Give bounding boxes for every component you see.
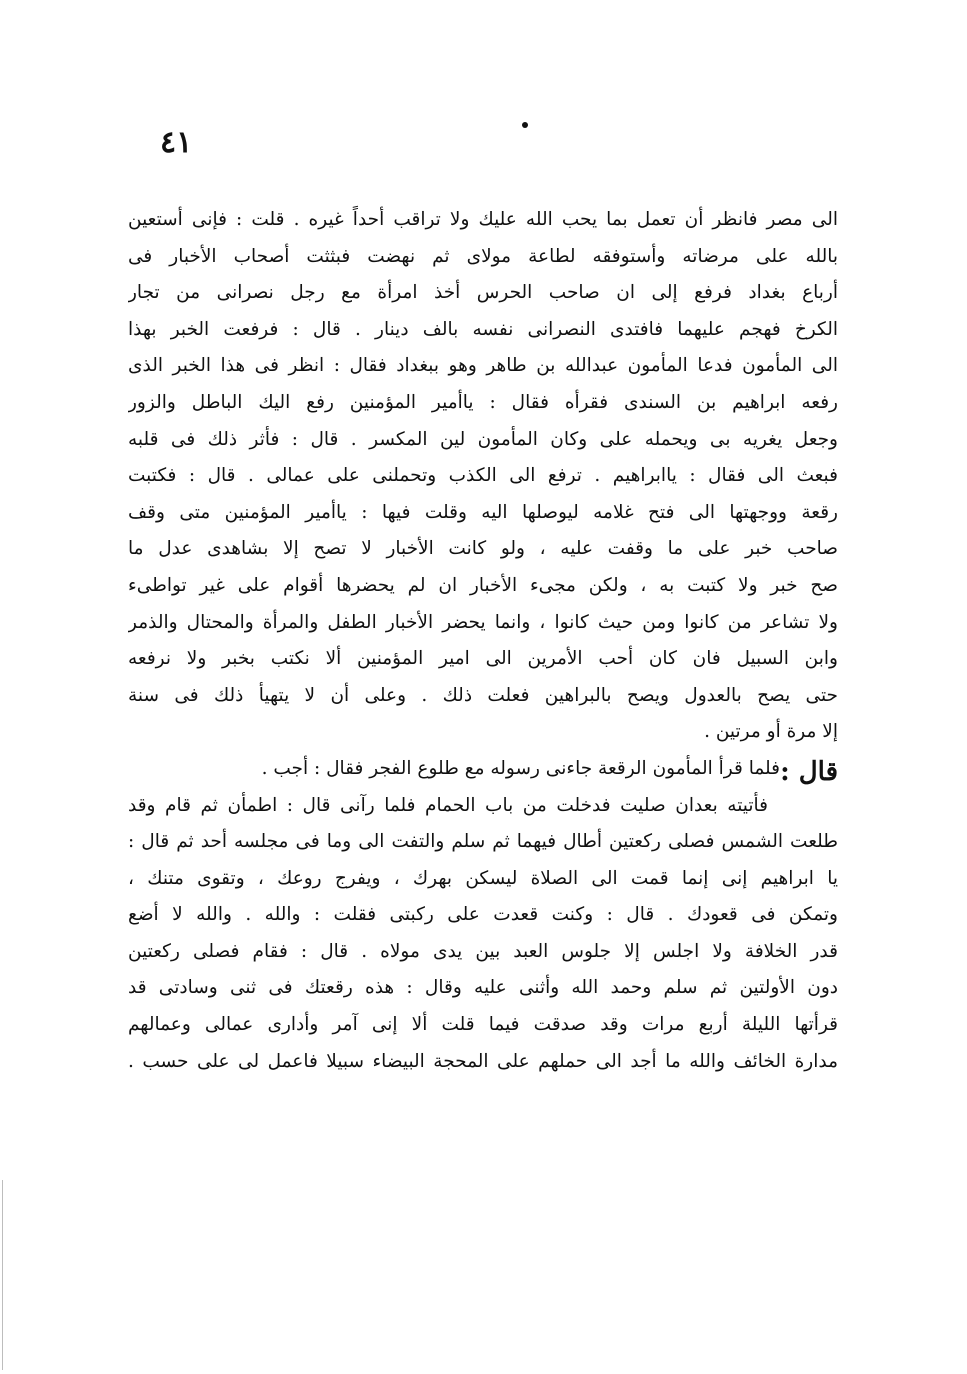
- text-line: رفعه ابراهيم بن السندى فقرأه فقال : ياأمير المؤمنين رفع اليك الباطل والزور: [128, 391, 838, 413]
- text-line: الكرخ فهجم عليهما فافتدى النصرانى نفسه بالف دينار . قال : فرفعت الخبر بهذا: [128, 318, 838, 340]
- text-line: رقعة ووجهتها الى فتح غلامه ليوصلها اليه وقلت فيها : ياأمير المؤمنين متى وقف: [128, 501, 838, 523]
- text-line: دون الأولتين ثم سلم وحمد الله وأثنى عليه وقال : هذه رقعتك فى ثنى وسادتى قد: [128, 977, 838, 999]
- text-line: الى مصر فانظر أن تعمل بما يحب الله عليك ولا تراقب أحداً غيره . قلت : فإنى أستعين: [128, 209, 838, 230]
- qal-label: قال :: [780, 756, 838, 787]
- text-line: إلا مرة أو مرتين .: [704, 721, 838, 743]
- ornament-dot: [522, 122, 528, 128]
- text-line: صاحب خبر على ما وقفت عليه ، ولو كانت الأخبار لا تصح إلا بشاهدى عدل ما: [128, 538, 838, 560]
- text-line: قرأتها الليلة أربع مرات وقد صدقت فيما قلت ألا إنى آمر وأدارى عمالى وعمالهم: [128, 1014, 838, 1036]
- text-line: يا ابراهيم إنى إنما قمت الى الصلاة ليسكن بهرك ، ويفرج روعك ، وتقوى متنك ،: [128, 867, 838, 889]
- qal-paragraph: [128, 751, 838, 1080]
- text-line: ولا تشاعر من كانوا ومن حيث كانوا ، وانما يحضر الأخبار الطفل والمرأة والمحتال والذمر: [128, 611, 838, 633]
- text-line: قدر الخلافة ولا اجلس إلا جلوس العبد بين يدى مولاه . قال : فقام فصلى ركعتين: [128, 940, 838, 962]
- main-text: [128, 202, 838, 1080]
- text-line: فأتيته بعدان صليت فدخلت من باب الحمام فلما رآنى قال : اطمأن ثم قام وقد: [128, 794, 768, 816]
- text-line: فبعث الى فقال : ياابراهيم . ترفع الى الكذب وتحملنى على عمالى . قال : فكتبت: [128, 465, 838, 487]
- text-line: وابن السبيل فان كان أحب الأمرين الى امير المؤمنين ألا نكتب بخبر ولا نرفعه: [128, 648, 838, 670]
- scan-edge-line: [2, 1180, 3, 1370]
- text-line: صح خبر ولا كتبت به ، ولكن مجىء الأخبار ان لم يحضرها أقوام على غير تواطىء: [128, 574, 838, 596]
- text-line: طلعت الشمس فصلى ركعتين أطال فيهما ثم سلم والتفت الى وما فى مجلسه أحد ثم قال :: [128, 831, 838, 853]
- page-number: ٤١: [160, 125, 193, 160]
- text-line: أرباع بغداد فرفع إلى ان صاحب الحرس أخذ امرأة مع رجل نصرانى من تجار: [128, 282, 838, 304]
- text-line: حتى يصح بالعدول ويصح بالبراهين فعلت ذلك . وعلى أن لا يتهيأ ذلك فى سنة: [128, 684, 838, 706]
- text-line: فلما قرأ المأمون الرقعة جاءنى رسوله مع طلوع الفجر فقال : أجب .: [261, 757, 780, 779]
- text-line: وجعل يغريه بى ويحمله على وكان المأمون لين المكسر . قال : فأثر ذلك فى قلبه: [128, 428, 838, 450]
- text-line: وتمكن فى قعودك . قال : وكنت قعدت على ركبتى فقلت : والله . والله لا أضع: [128, 904, 838, 926]
- text-line: بالله على مرضاته وأستوفقه لطاعة مولاى ثم نهضت فبثثت أصحاب الأخبار فى: [128, 245, 838, 267]
- text-line: مدارة الخائف والله ما أجد الى حملهم على المحجة البيضاء سبيلا فاعمل لى على حسب .: [128, 1050, 838, 1072]
- text-line: الى المأمون فدعا المأمون عبدالله بن طاهر وهو ببغداد فقال : انظر فى هذا الخبر الذى: [128, 355, 838, 377]
